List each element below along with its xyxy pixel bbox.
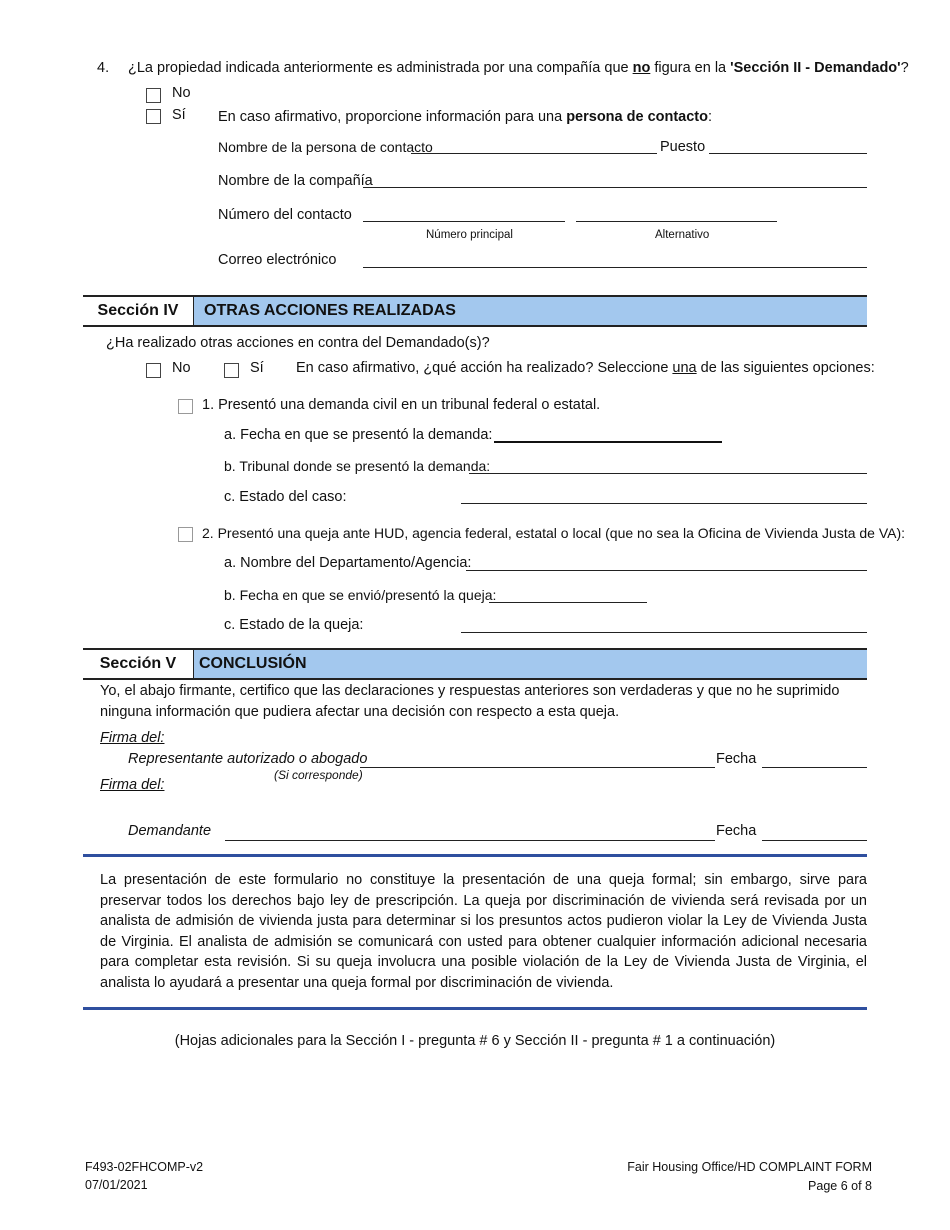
q4-si-label: Sí — [172, 107, 186, 123]
action1-a-label: a. Fecha en que se presentó la demanda: — [224, 427, 493, 443]
section-iv-label: Sección IV — [83, 297, 194, 325]
action2-label: 2. Presentó una queja ante HUD, agencia federal, estatal o local (que no sea la Oficina de Vivienda Justa de VA): — [202, 525, 906, 541]
q4-si-checkbox[interactable] — [146, 109, 161, 124]
action2-b-label: b. Fecha en que se envió/presentó la queja: — [224, 587, 497, 603]
section-v-label: Sección V — [83, 650, 194, 678]
if-applicable-note: (Si corresponde) — [274, 768, 363, 782]
sec4-followup-text: En caso afirmativo, ¿qué acción ha realizado? Seleccione — [296, 360, 673, 376]
company-label: Nombre de la compañía — [218, 173, 373, 189]
q4-contact-intro-end: : — [708, 109, 713, 125]
certification-line-1: Yo, el abajo firmante, certifico que las declaraciones y respuestas anteriores son verdaderas y que no he suprimido — [100, 683, 840, 699]
date-field-1[interactable] — [762, 767, 867, 768]
sec4-si-label: Sí — [250, 360, 264, 376]
footer-form-date: 07/01/2021 — [85, 1178, 148, 1192]
q4-text-emph: no — [632, 60, 651, 76]
q4-text-part: ? — [900, 60, 909, 76]
phone-alt-field[interactable] — [576, 221, 777, 222]
section-iv-header — [83, 295, 867, 327]
action1-a-field[interactable] — [494, 441, 722, 443]
contact-name-field[interactable] — [411, 153, 657, 154]
action2-a-field[interactable] — [466, 570, 867, 571]
action1-checkbox[interactable] — [178, 399, 193, 414]
email-label: Correo electrónico — [218, 252, 337, 268]
email-field[interactable] — [363, 267, 867, 268]
representative-signature-field[interactable] — [360, 767, 715, 768]
phone-alt-caption: Alternativo — [655, 229, 710, 241]
action2-b-field[interactable] — [489, 602, 647, 603]
sec4-no-checkbox[interactable] — [146, 363, 161, 378]
date-field-2[interactable] — [762, 840, 867, 841]
continuation-note: (Hojas adicionales para la Sección I - pregunta # 6 y Sección II - pregunta # 1 a continuación) — [174, 1033, 776, 1049]
section-v-title: CONCLUSIÓN — [194, 650, 867, 678]
section-v-header — [83, 648, 867, 680]
phone-main-caption: Número principal — [426, 229, 513, 241]
notice-top-rule — [83, 854, 867, 857]
action1-c-label: c. Estado del caso: — [224, 489, 347, 505]
sec4-no-label: No — [172, 360, 191, 376]
sec4-question: ¿Ha realizado otras acciones en contra del Demandado(s)? — [106, 335, 490, 351]
action1-label: 1. Presentó una demanda civil en un tribunal federal o estatal. — [202, 397, 601, 413]
company-field[interactable] — [363, 187, 867, 188]
q4-text-part: ¿La propiedad indicada anteriormente es administrada por una compañía que — [128, 60, 633, 76]
q4-no-checkbox[interactable] — [146, 88, 161, 103]
footer-form-id: F493-02FHCOMP-v2 — [85, 1160, 204, 1174]
q4-number: 4. — [97, 60, 110, 76]
section-iv-title: OTRAS ACCIONES REALIZADAS — [194, 297, 867, 325]
sec4-followup — [296, 360, 875, 376]
position-field[interactable] — [709, 153, 867, 154]
phone-main-field[interactable] — [363, 221, 565, 222]
sec4-followup-ul: una — [672, 360, 697, 376]
footer-page-number: Page 6 of 8 — [808, 1179, 872, 1193]
notice-paragraph: La presentación de este formulario no constituye la presentación de una queja formal; sin embargo, sirve para preservar todos los derechos bajo ley de prescripción. La queja por discriminación de vivienda será revisada por un analista de admisión de vivienda justa para determinar si los presuntos actos pudieron violar la Ley de Vivienda Justa de Virginia. El analista de admisión se comunicará con usted para obtener cualquier información adicional necesaria para completar esta revisión. Si su queja involucra una posible violación de la Ley de Vivienda Justa de Virginia, el analista lo ayudará a presentar una queja formal por discriminación de vivienda. — [100, 872, 867, 991]
certification-line-2: ninguna información que pudiera afectar una decisión con respecto a esta queja. — [100, 704, 620, 720]
action2-a-label: a. Nombre del Departamento/Agencia: — [224, 555, 472, 571]
date-label-1: Fecha — [716, 751, 757, 767]
action2-c-field[interactable] — [461, 632, 867, 633]
date-label-2: Fecha — [716, 823, 757, 839]
action2-c-label: c. Estado de la queja: — [224, 617, 364, 633]
q4-contact-intro-text: En caso afirmativo, proporcione información para una — [218, 109, 567, 125]
q4-text-section-ref: 'Sección II - Demandado' — [730, 60, 901, 76]
action1-b-label: b. Tribunal donde se presentó la demanda: — [224, 458, 491, 474]
complainant-label: Demandante — [128, 823, 212, 839]
sec4-si-checkbox[interactable] — [224, 363, 239, 378]
q4-text-part: figura en la — [650, 60, 731, 76]
q4-question — [128, 60, 909, 76]
signature-of-label-2: Firma del: — [100, 777, 165, 793]
sec4-followup-text-end: de las siguientes opciones: — [696, 360, 875, 376]
notice-bottom-rule — [83, 1007, 867, 1010]
q4-contact-intro-bold: persona de contacto — [566, 109, 708, 125]
contact-name-label: Nombre de la persona de contacto — [218, 139, 433, 155]
complainant-signature-field[interactable] — [225, 840, 715, 841]
representative-label: Representante autorizado o abogado — [128, 751, 368, 767]
footer-form-name: Fair Housing Office/HD COMPLAINT FORM — [627, 1160, 872, 1174]
action2-checkbox[interactable] — [178, 527, 193, 542]
q4-contact-intro — [218, 109, 712, 125]
q4-no-label: No — [172, 85, 191, 101]
action1-c-field[interactable] — [461, 503, 867, 504]
phone-label: Número del contacto — [218, 207, 352, 223]
position-label: Puesto — [660, 139, 706, 155]
action1-b-field[interactable] — [469, 473, 867, 474]
signature-of-label: Firma del: — [100, 730, 165, 746]
